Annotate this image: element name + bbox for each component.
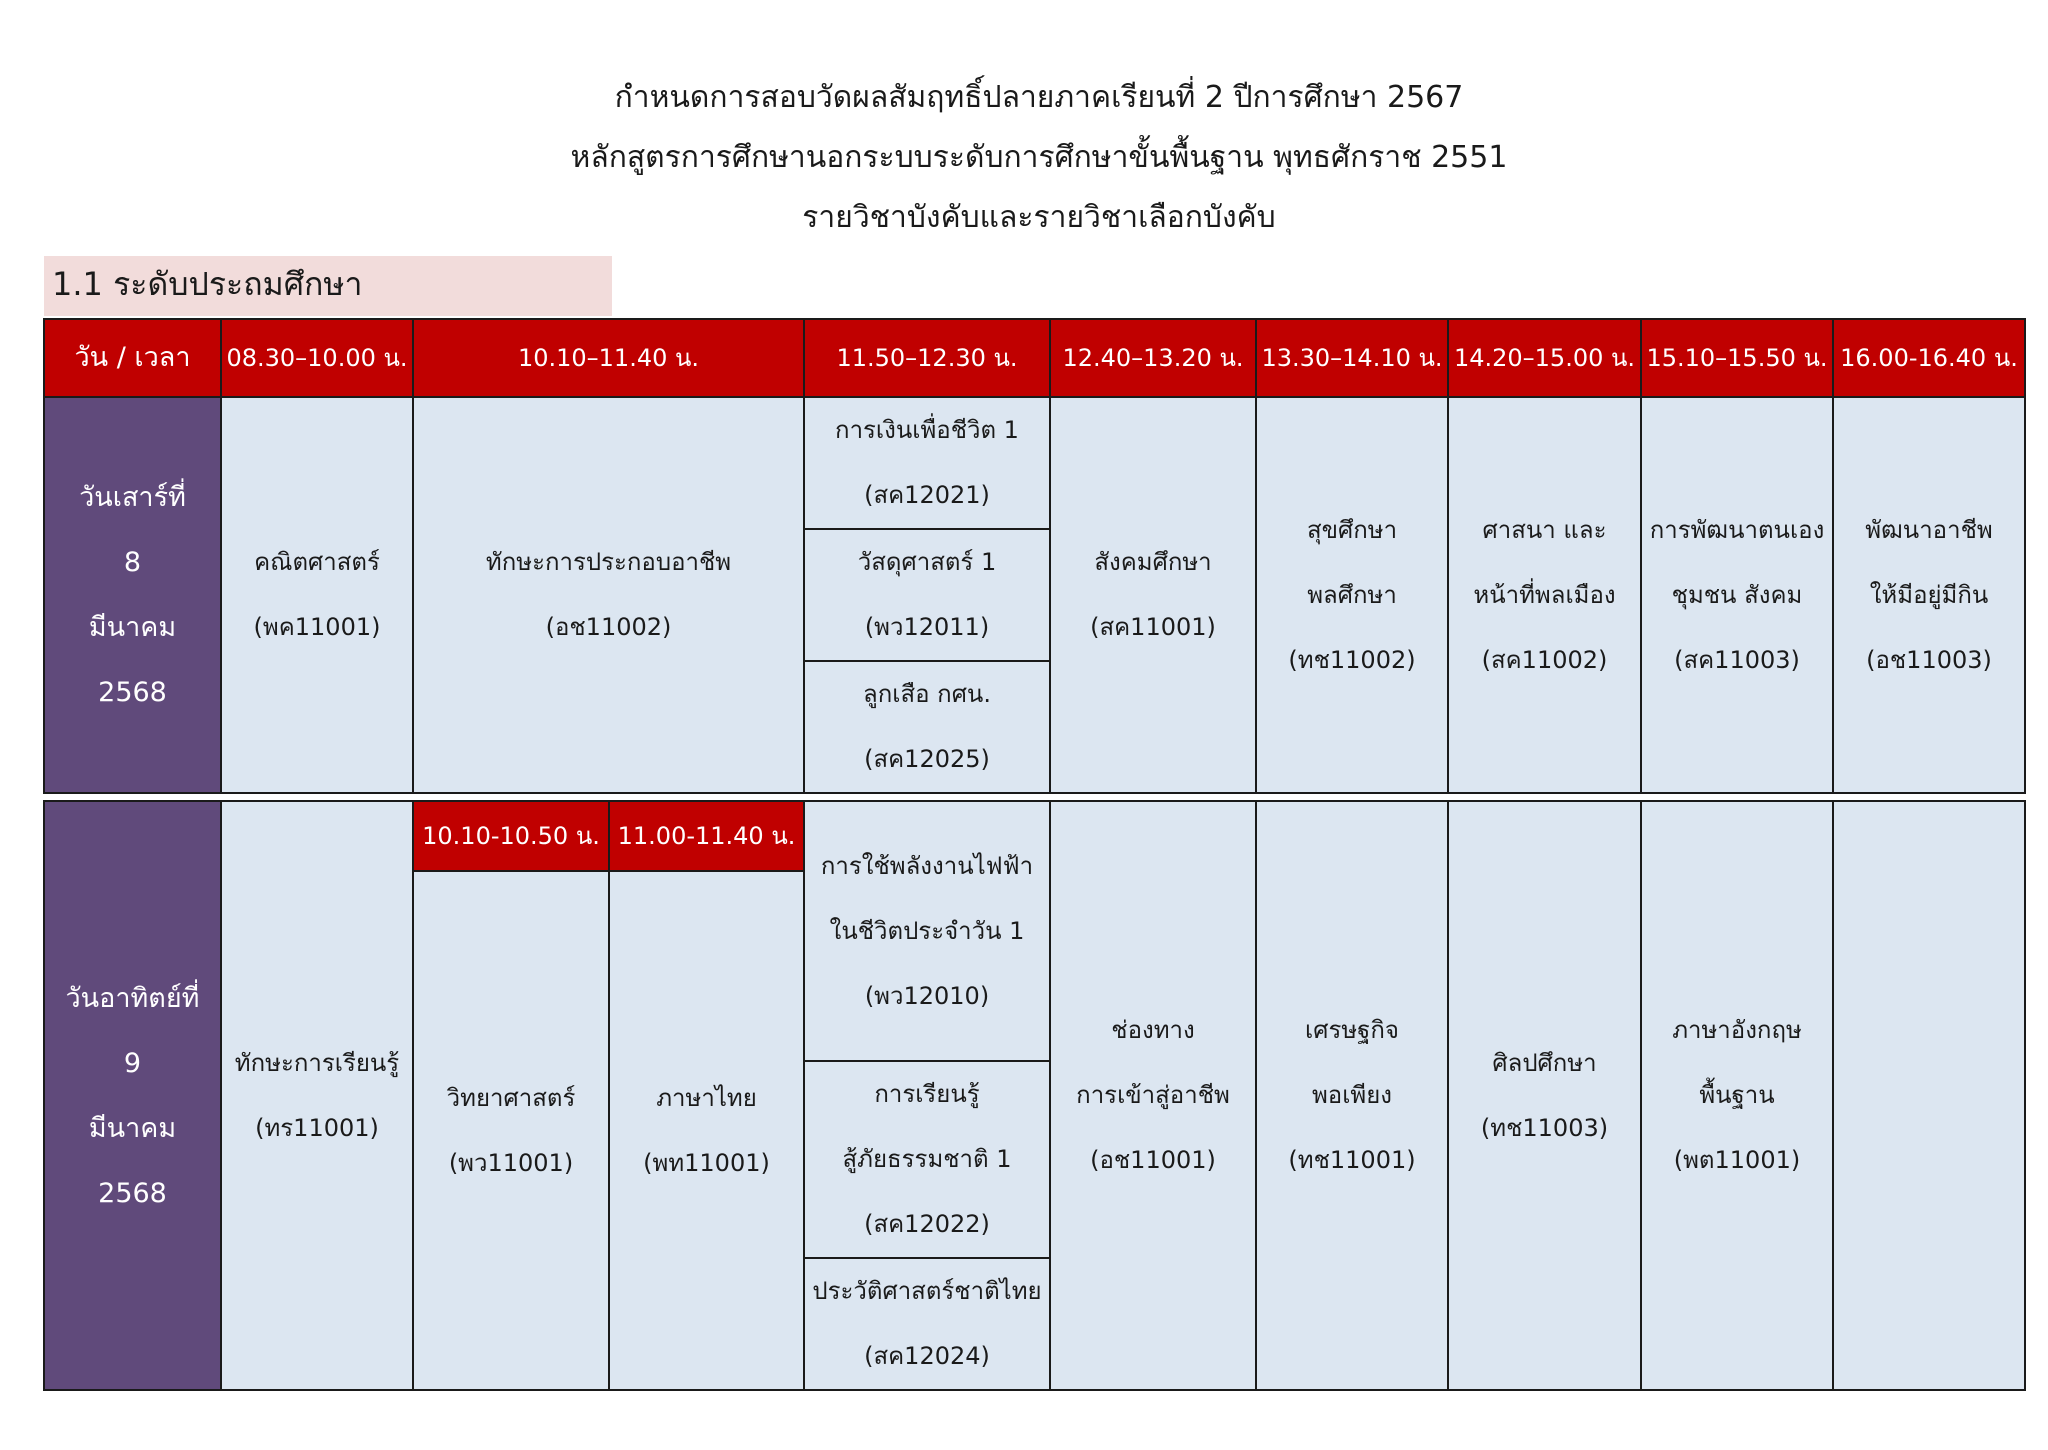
cell-text-line: ลูกเสือ กศน. <box>863 680 991 708</box>
cell-text-line: (อช11001) <box>1090 1146 1216 1174</box>
cell-text-line: การเรียนรู้ <box>874 1080 980 1108</box>
exam-cell <box>1256 801 1448 1390</box>
sunday-schedule-table <box>43 800 2026 1391</box>
exam-cell <box>804 661 1050 793</box>
exam-cell <box>1448 397 1641 793</box>
header-slot-1: 08.30–10.00 น. <box>221 319 413 397</box>
document-title <box>0 68 2048 248</box>
cell-text-line: (สค12024) <box>864 1342 990 1370</box>
cell-text-line: (พต11001) <box>1673 1146 1801 1174</box>
exam-cell <box>413 871 609 1390</box>
cell-text-line: (อช11003) <box>1866 645 1992 674</box>
cell-text-line: สังคมศึกษา <box>1094 548 1212 576</box>
cell-text-line: 9 <box>123 1047 142 1079</box>
cell-text-line: วัสดุศาสตร์ 1 <box>857 548 997 576</box>
cell-text-line: พัฒนาอาชีพ <box>1865 515 1993 544</box>
exam-cell <box>1448 801 1641 1390</box>
cell-text-line: (สค12022) <box>864 1210 990 1238</box>
saturday-schedule-table <box>43 318 2026 794</box>
cell-text-line: ช่องทาง <box>1111 1016 1195 1044</box>
exam-cell <box>221 801 413 1390</box>
cell-text-line: 2568 <box>98 677 167 708</box>
exam-cell <box>1256 397 1448 793</box>
exam-cell <box>609 871 804 1390</box>
cell-text-line: การพัฒนาตนเอง <box>1649 515 1825 544</box>
cell-text-line: (สค11001) <box>1090 613 1216 641</box>
cell-text-line: ประวัติศาสตร์ชาติไทย <box>812 1277 1042 1305</box>
cell-text-line: (พว12010) <box>864 981 990 1010</box>
cell-text-line: (สค12025) <box>864 745 990 773</box>
header-slot-8: 16.00-16.40 น. <box>1833 319 2025 397</box>
exam-cell <box>804 801 1050 1061</box>
cell-text-line: ทักษะการเรียนรู้ <box>234 1048 400 1077</box>
sub-header-slot-2: 11.00-11.40 น. <box>609 801 804 871</box>
cell-text-line: พอเพียง <box>1311 1081 1393 1109</box>
day-cell-saturday <box>44 397 221 793</box>
cell-text-line: 2568 <box>98 1177 167 1209</box>
exam-cell <box>1641 801 1833 1390</box>
cell-text-line: (ทร11001) <box>255 1113 379 1142</box>
exam-cell <box>804 397 1050 529</box>
cell-text-line: การใช้พลังงานไฟฟ้า <box>820 851 1034 880</box>
cell-text-line: สุขศึกษา <box>1306 515 1398 544</box>
cell-text-line: (พค11001) <box>253 613 381 641</box>
title-line-1: กำหนดการสอบวัดผลสัมฤทธิ์ปลายภาคเรียนที่ 2 ปีการศึกษา 2567 <box>614 80 1464 115</box>
cell-text-line: ให้มีอยู่มีกิน <box>1869 580 1989 609</box>
exam-cell <box>413 397 804 793</box>
cell-text-line: (พว11001) <box>448 1148 574 1177</box>
cell-text-line: ศิลปศึกษา <box>1492 1048 1597 1077</box>
cell-text-line: วิทยาศาสตร์ <box>446 1083 576 1112</box>
cell-text-line: มีนาคม <box>88 1112 177 1144</box>
cell-text-line: การเงินเพื่อชีวิต 1 <box>835 416 1019 444</box>
section-heading: 1.1 ระดับประถมศึกษา <box>44 256 612 316</box>
exam-cell <box>804 1258 1050 1390</box>
header-slot-7: 15.10–15.50 น. <box>1641 319 1833 397</box>
exam-cell <box>1641 397 1833 793</box>
exam-cell <box>804 529 1050 661</box>
cell-text-line: ทักษะการประกอบอาชีพ <box>485 548 732 576</box>
cell-text-line: ศาสนา และ <box>1482 515 1607 544</box>
cell-text-line: ภาษาอังกฤษ <box>1672 1016 1802 1044</box>
exam-cell <box>221 397 413 793</box>
cell-text-line: วันอาทิตย์ที่ <box>65 982 200 1014</box>
header-slot-6: 14.20–15.00 น. <box>1448 319 1641 397</box>
cell-text-line: เศรษฐกิจ <box>1305 1016 1399 1044</box>
sub-header-slot-1: 10.10-10.50 น. <box>413 801 609 871</box>
exam-cell <box>1050 397 1256 793</box>
cell-text-line: (สค11002) <box>1481 645 1608 674</box>
cell-text-line: สู้ภัยธรรมชาติ 1 <box>842 1145 1012 1173</box>
header-day-time: วัน / เวลา <box>44 319 221 397</box>
cell-text-line: ในชีวิตประจำวัน 1 <box>829 916 1025 945</box>
header-slot-4: 12.40–13.20 น. <box>1050 319 1256 397</box>
exam-cell <box>1050 801 1256 1390</box>
cell-text-line: (สค12021) <box>864 481 990 509</box>
cell-text-line: (อช11002) <box>545 613 672 641</box>
cell-text-line: (ทช11003) <box>1480 1113 1609 1142</box>
day-cell-sunday <box>44 801 221 1390</box>
exam-cell-empty <box>1833 801 2025 1390</box>
cell-text-line: (ทช11001) <box>1288 1146 1416 1174</box>
exam-cell <box>1833 397 2025 793</box>
cell-text-line: (สค11003) <box>1674 645 1800 674</box>
cell-text-line: การเข้าสู่อาชีพ <box>1076 1081 1230 1109</box>
title-line-3: รายวิชาบังคับและรายวิชาเลือกบังคับ <box>802 200 1276 235</box>
cell-text-line: วันเสาร์ที่ <box>79 482 186 513</box>
cell-text-line: พลศึกษา <box>1307 580 1397 609</box>
exam-cell <box>804 1061 1050 1258</box>
cell-text-line: พื้นฐาน <box>1699 1081 1775 1109</box>
cell-text-line: ชุมชน สังคม <box>1671 580 1803 609</box>
header-slot-2: 10.10–11.40 น. <box>413 319 804 397</box>
cell-text-line: มีนาคม <box>88 612 177 643</box>
cell-text-line: 8 <box>123 547 142 578</box>
cell-text-line: ภาษาไทย <box>656 1083 757 1112</box>
header-slot-5: 13.30–14.10 น. <box>1256 319 1448 397</box>
cell-text-line: (ทช11002) <box>1288 645 1416 674</box>
cell-text-line: คณิตศาสตร์ <box>254 548 380 576</box>
header-slot-3: 11.50–12.30 น. <box>804 319 1050 397</box>
cell-text-line: หน้าที่พลเมือง <box>1473 580 1616 609</box>
cell-text-line: (พท11001) <box>643 1148 770 1177</box>
title-line-2: หลักสูตรการศึกษานอกระบบระดับการศึกษาขั้นพื้นฐาน พุทธศักราช 2551 <box>570 140 1508 175</box>
cell-text-line: (พว12011) <box>864 613 990 641</box>
